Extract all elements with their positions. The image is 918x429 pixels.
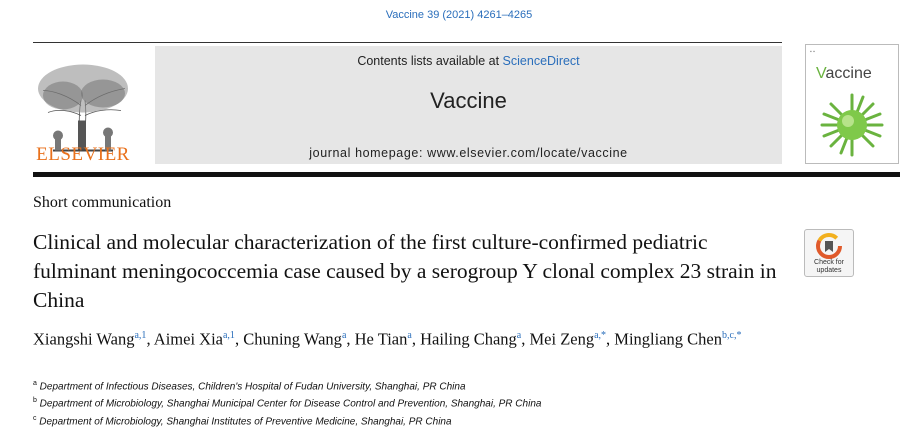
author-affiliation-marker[interactable]: a,1 — [222, 330, 235, 341]
affiliation-item — [33, 394, 793, 411]
author-list — [33, 324, 813, 352]
author-affiliation-marker[interactable]: b,c,* — [722, 330, 742, 341]
author-name[interactable]: He Tian — [354, 329, 408, 349]
title-rule — [33, 172, 900, 177]
author-name[interactable]: Hailing Chang — [420, 329, 517, 349]
article-type: Short communication — [33, 194, 172, 211]
affiliation-text: Department of Microbiology, Shanghai Institutes of Preventive Medicine, Shanghai, PR China — [36, 415, 452, 427]
affiliation-label: b — [33, 397, 37, 405]
author-separator: , — [346, 329, 355, 349]
affiliation-text: Department of Infectious Diseases, Children's Hospital of Fudan University, Shanghai, PR China — [36, 381, 466, 393]
journal-homepage[interactable]: journal homepage: www.elsevier.com/locate/vaccine — [309, 146, 628, 160]
author-separator: , — [146, 329, 154, 349]
journal-cover-thumbnail[interactable] — [805, 44, 899, 164]
author-separator: , — [411, 329, 421, 349]
author-separator: , — [234, 329, 244, 349]
author-affiliation-marker[interactable]: a — [341, 330, 347, 341]
author-name[interactable]: Xiangshi Wang — [33, 329, 135, 349]
article-title: Clinical and molecular characterization of the first culture-confirmed pediatric fulminant meningococcemia case caused by a serogroup Y clonal complex 23 strain in China — [33, 230, 777, 312]
affiliation-text: Department of Microbiology, Shanghai Municipal Center for Disease Control and Prevention, Shanghai, PR China — [36, 398, 542, 410]
affiliation-list — [33, 377, 793, 429]
affiliation-label: c — [33, 414, 37, 422]
journal-citation-link[interactable]: Vaccine 39 (2021) 4261–4265 — [385, 9, 533, 21]
author-separator: , — [606, 329, 615, 349]
check-for-updates-label: Check for updates — [814, 259, 844, 274]
affiliation-item — [33, 377, 793, 394]
virus-image-icon — [806, 45, 898, 163]
header-rule — [33, 42, 782, 43]
author-name[interactable]: Mingliang Chen — [614, 329, 722, 349]
affiliation-label: a — [33, 380, 37, 387]
check-for-updates-icon — [805, 232, 853, 262]
journal-banner — [155, 46, 782, 164]
author-name[interactable]: Chuning Wang — [243, 329, 342, 349]
contents-line — [155, 54, 782, 68]
check-for-updates-button[interactable] — [804, 229, 854, 277]
author-separator: , — [521, 329, 530, 349]
author-affiliation-marker[interactable]: a,* — [594, 330, 607, 341]
author-affiliation-marker[interactable]: a — [407, 330, 412, 341]
cover-title: Vaccine — [816, 65, 872, 82]
publisher-wordmark: ELSEVIER — [36, 144, 130, 165]
sciencedirect-link[interactable]: ScienceDirect — [502, 54, 580, 68]
affiliation-item — [33, 412, 793, 429]
author-affiliation-marker[interactable]: a,1 — [134, 330, 147, 341]
author-affiliation-marker[interactable]: a — [516, 330, 522, 341]
author-name[interactable]: Aimei Xia — [153, 329, 223, 349]
journal-name: Vaccine — [430, 88, 507, 113]
cover-publisher-mark: ▪ ▪ — [810, 49, 815, 55]
author-name[interactable]: Mei Zeng — [529, 329, 595, 349]
contents-prefix: Contents lists available at — [357, 54, 503, 68]
